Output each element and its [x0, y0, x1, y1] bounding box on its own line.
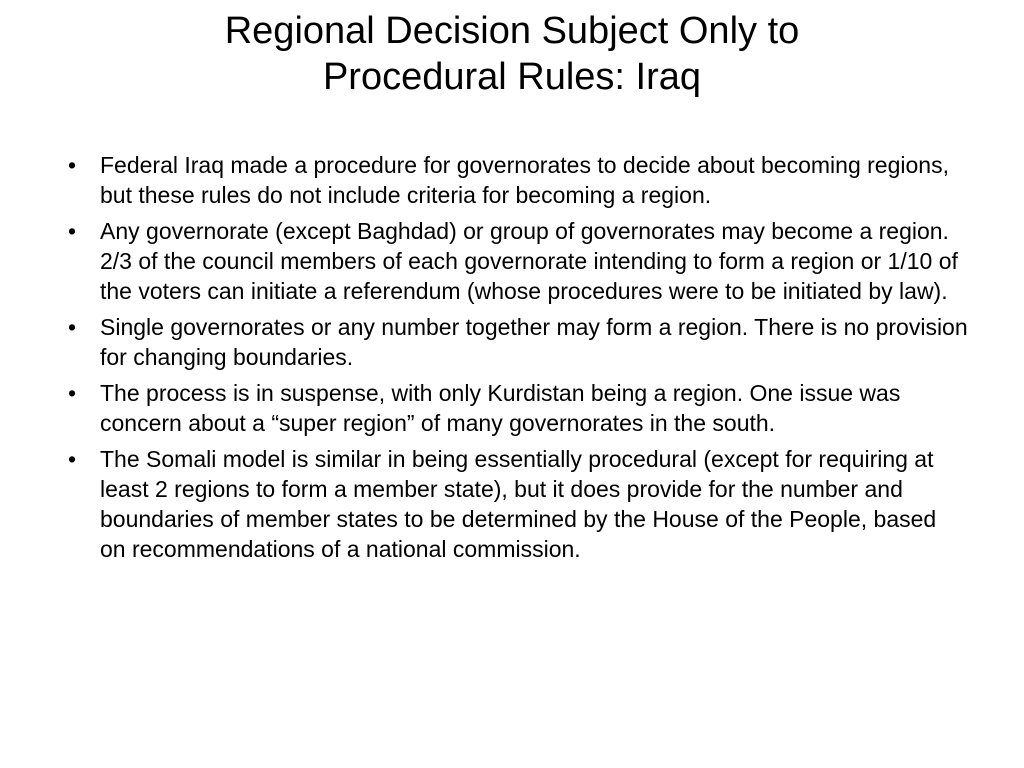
- bullet-text: Single governorates or any number together may form a region. There is no provision for changing boundaries.: [100, 314, 968, 370]
- bullet-dot-icon: •: [68, 218, 77, 244]
- bullet-dot-icon: •: [68, 314, 77, 340]
- bullet-item-4: [58, 378, 968, 438]
- slide-title: [120, 8, 904, 100]
- slide-title-line-2: Procedural Rules: Iraq: [322, 56, 702, 98]
- bullet-item-1: [58, 150, 968, 210]
- bullet-text: Federal Iraq made a procedure for governorates to decide about becoming regions, but these rules do not include criteria for becoming a region.: [100, 152, 949, 208]
- bullet-text: Any governorate (except Baghdad) or group of governorates may become a region. 2/3 of the council members of each governorate intending to form a region or 1/10 of the voters can initiate a referendum (whose procedures were to be initiated by law).: [100, 218, 958, 304]
- slide-title-line-1: Regional Decision Subject Only to: [224, 10, 800, 52]
- bullet-dot-icon: •: [68, 380, 77, 406]
- bullet-dot-icon: •: [68, 446, 77, 472]
- bullet-item-2: [58, 216, 968, 306]
- bullet-list: [58, 150, 968, 570]
- bullet-item-3: [58, 312, 968, 372]
- bullet-text: The process is in suspense, with only Kurdistan being a region. One issue was concern about a “super region” of many governorates in the south.: [100, 380, 901, 436]
- bullet-dot-icon: •: [68, 152, 77, 178]
- bullet-text: The Somali model is similar in being essentially procedural (except for requiring at least 2 regions to form a member state), but it does provide for the number and boundaries of member states to be determined by the House of the People, based on recommendations of a national commission.: [100, 446, 937, 562]
- bullet-item-5: [58, 444, 968, 564]
